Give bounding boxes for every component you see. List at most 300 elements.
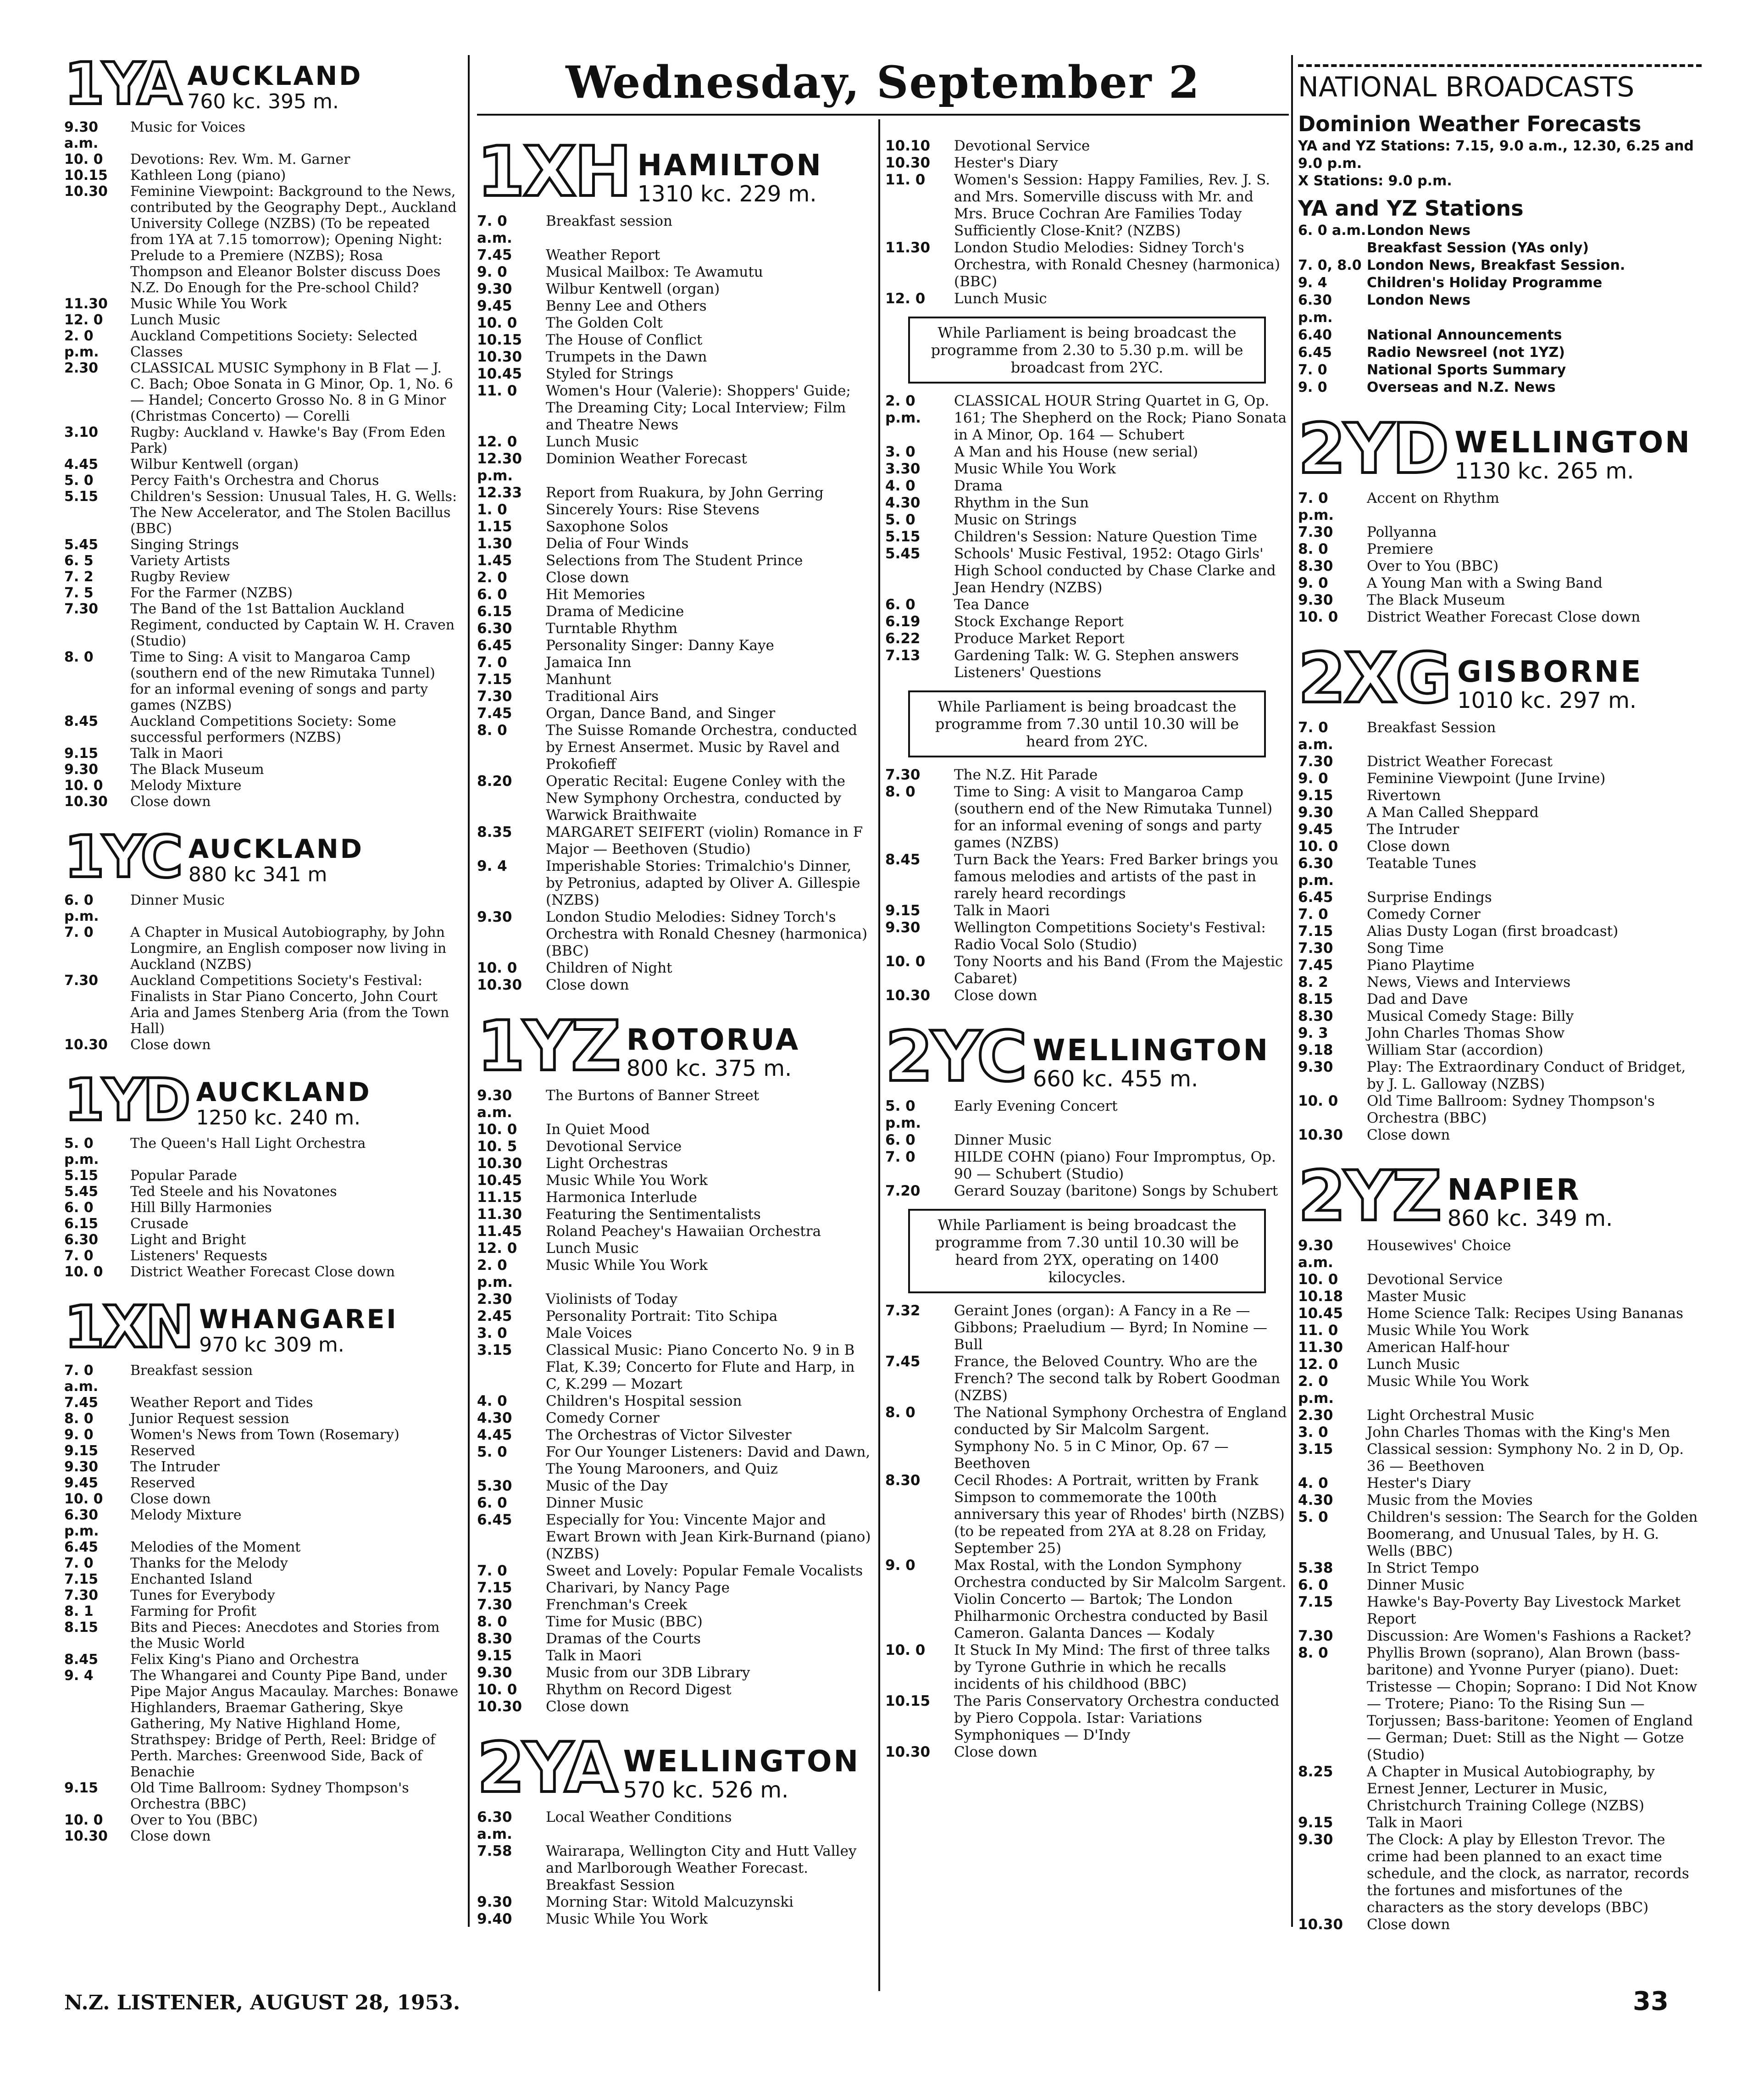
schedule-program: Singing Strings [130,537,239,553]
schedule-program: Cecil Rhodes: A Portrait, written by Frank Simpson to commemorate the 100th anniversary this year of Rhodes' birth (NZBS) (to be repeated from 2YA at 8.28 on Friday, September 25) [954,1472,1285,1557]
schedule-time: 8.45 [64,1652,99,1668]
schedule-program: MARGARET SEIFERT (violin) Romance in F Major — Beethoven (Studio) [546,824,863,857]
schedule-row [64,569,459,585]
schedule-time: 12.33 [477,484,522,501]
schedule-program: Jamaica Inn [546,654,632,671]
schedule-row [1298,1645,1702,1764]
schedule-time: 10. 0 [477,1681,517,1698]
schedule-time: 4.30 [477,1410,512,1426]
schedule-program: Musical Mailbox: Te Awamutu [546,264,763,280]
schedule-time: 7. 0 p.m. [1298,490,1334,523]
schedule-list [64,119,459,810]
schedule-program: Devotional Service [1367,1271,1503,1288]
schedule-program: Kathleen Long (piano) [130,167,286,184]
schedule-row [477,1121,871,1138]
schedule-row [64,762,459,778]
schedule-time: 12. 0 [1298,1356,1338,1373]
schedule-list [64,1135,459,1280]
schedule-program: The Clock: A play by Elleston Trevor. The crime had been planned to an exact time schedule, and the clock, as narrator, records the fortunes and misfortunes of the characters as the story develops (BBC) [1367,1831,1689,1916]
schedule-time: 4.45 [64,456,99,473]
schedule-time: 8.30 [1298,1008,1333,1024]
station-city: HAMILTON [637,149,823,183]
schedule-row [64,713,459,746]
schedule-program: The Burtons of Banner Street [546,1087,760,1104]
schedule-program: Music While You Work [546,1172,708,1189]
schedule-time: 2.30 [1298,1407,1333,1424]
schedule-program: Organ, Dance Band, and Singer [546,705,776,722]
schedule-row [1298,222,1702,239]
schedule-row [885,851,1289,902]
schedule-time: 8.45 [64,713,99,729]
schedule-time: 8.15 [1298,991,1333,1007]
schedule-row [1298,541,1702,558]
schedule-program: Master Music [1367,1288,1466,1305]
schedule-time: 5.30 [477,1478,512,1494]
schedule-program: Light Orchestras [546,1155,668,1172]
schedule-row [64,924,459,973]
schedule-row [477,671,871,688]
schedule-list [885,138,1289,307]
schedule-program: London Studio Melodies: Sidney Torch's Orchestra with Ronald Chesney (harmonica) (BBC) [546,909,868,959]
schedule-row [885,393,1289,444]
schedule-program: The Suisse Romande Orchestra, conducted by Ernest Ansermet. Music by Ravel and Prokofieff [546,722,857,773]
schedule-time: 11. 0 [1298,1322,1338,1339]
schedule-time: 8. 0 [477,722,507,739]
schedule-time: 7.30 [64,601,99,617]
schedule-time: 9.30 a.m. [477,1087,512,1121]
schedule-program: A Man and his House (new serial) [954,444,1198,460]
schedule-row [1298,1424,1702,1441]
schedule-row [885,138,1289,155]
schedule-time: 6.15 [64,1216,99,1232]
schedule-time: 9.15 [477,1647,512,1664]
schedule-time: 10. 0 [1298,1093,1338,1109]
schedule-time: 8.25 [1298,1764,1333,1780]
schedule-time: 7.45 [64,1395,99,1411]
schedule-time: 9.30 a.m. [1298,1237,1333,1271]
column-1 [64,50,459,1844]
schedule-program: District Weather Forecast Close down [1367,609,1641,625]
schedule-time: 7.30 [1298,1628,1333,1644]
schedule-row [1298,804,1702,821]
station-city: AUCKLAND [196,1077,372,1107]
schedule-program: Pollyanna [1367,524,1437,540]
schedule-program: Traditional Airs [546,688,659,705]
schedule-program: Dinner Music [546,1495,643,1511]
schedule-time: 10. 5 [477,1138,517,1155]
schedule-row [64,1619,459,1652]
schedule-row [477,247,871,264]
schedule-row [1298,575,1702,592]
schedule-time: 10. 0 [477,960,517,976]
schedule-row [1298,1492,1702,1509]
schedule-program: Close down [546,1698,629,1715]
schedule-program: Breakfast session [546,213,673,229]
schedule-program: Close down [1367,1916,1450,1933]
schedule-time: 3. 0 [885,444,915,460]
schedule-program: Close down [130,1037,211,1053]
schedule-program: Felix King's Piano and Orchestra [130,1652,360,1668]
schedule-time: 12.30 p.m. [477,451,522,484]
callsign: 2YA [477,1728,616,1808]
station-1yd [64,1066,459,1134]
schedule-row [477,501,871,518]
schedule-program: Gerard Souzay (baritone) Songs by Schubert [954,1183,1278,1199]
schedule-program: Breakfast Session (YAs only) [1367,240,1589,256]
schedule-program: The Paris Conservatory Orchestra conducted by Piero Coppola. Istar: Variations Symphoniques — D'Indy [954,1693,1280,1743]
schedule-row [64,553,459,569]
station-city: AUCKLAND [188,834,364,864]
schedule-time: 8. 1 [64,1603,94,1619]
schedule-program: Premiere [1367,541,1433,557]
schedule-time: 3.30 [885,461,921,477]
schedule-row [477,1155,871,1172]
schedule-row [64,489,459,537]
schedule-row [64,1459,459,1475]
schedule-time: 3.15 [477,1342,512,1358]
station-2yc [885,1017,1289,1097]
schedule-row [1298,1059,1702,1093]
schedule-row [64,1037,459,1053]
schedule-program: Women's Hour (Valerie): Shoppers' Guide; The Dreaming City; Local Interview; Film and Theatre News [546,383,851,433]
schedule-program: Teatable Tunes [1367,855,1476,872]
column-4 [1298,55,1702,1933]
station-frequency: 660 kc. 455 m. [1032,1066,1198,1092]
schedule-time: 10.18 [1298,1288,1343,1305]
schedule-time: 10. 0 [64,778,103,794]
schedule-time: 9. 0 [477,264,507,280]
schedule-time: 8. 0 [885,784,915,800]
schedule-time: 4.30 [885,495,921,511]
schedule-row [1298,1305,1702,1322]
schedule-row [885,155,1289,172]
schedule-time: 5. 0 [885,512,915,528]
schedule-row [1298,609,1702,626]
schedule-program: The Orchestras of Victor Silvester [546,1427,792,1443]
schedule-row [477,1138,871,1155]
schedule-row [64,1168,459,1184]
schedule-program: Auckland Competitions Society: Selected Classes [130,328,418,360]
schedule-time: 8. 0 [1298,541,1328,557]
schedule-program: Close down [130,794,211,810]
schedule-row [1298,257,1702,274]
schedule-row [477,1444,871,1478]
schedule-program: Devotional Service [954,138,1090,154]
schedule-row [477,1843,871,1894]
schedule-row [885,512,1289,529]
schedule-row [1298,292,1702,327]
schedule-time: 5. 0 p.m. [885,1098,921,1131]
schedule-row [477,1563,871,1580]
schedule-time: 6. 0 [477,586,507,603]
schedule-program: Ted Steele and his Novatones [130,1184,337,1200]
schedule-row [477,535,871,552]
schedule-program: The Band of the 1st Battalion Auckland Regiment, conducted by Captain W. H. Craven (Studio) [130,601,455,649]
schedule-time: 6.30 [64,1232,99,1248]
schedule-program: The Black Museum [1367,592,1505,608]
schedule-row [1298,889,1702,906]
schedule-row [885,1149,1289,1183]
schedule-time: 7.20 [885,1183,921,1199]
schedule-program: It Stuck In My Mind: The first of three talks by Tyrone Guthrie in which he recalls incidents of his childhood (BBC) [954,1642,1270,1692]
schedule-program: Time for Music (BBC) [546,1614,703,1630]
schedule-time: 7. 0 [885,1149,915,1165]
schedule-time: 6. 0 [477,1495,507,1511]
title-divider [477,114,1289,116]
schedule-program: Children's Session: Unusual Tales, H. G. Wells: The New Accelerator, and The Stolen Bacillus (BBC) [130,489,457,537]
schedule-row [885,953,1289,987]
schedule-program: Thanks for the Melody [130,1555,288,1571]
schedule-row [64,1555,459,1571]
schedule-program: Talk in Maori [1367,1814,1463,1831]
schedule-program: District Weather Forecast Close down [130,1264,395,1280]
station-frequency: 570 kc. 526 m. [623,1777,789,1803]
schedule-time: 7. 0 a.m. [64,1363,99,1395]
schedule-program: Delia of Four Winds [546,535,689,552]
schedule-row [477,1087,871,1121]
station-frequency: 860 kc. 349 m. [1447,1206,1613,1231]
schedule-time: 12. 0 [477,434,517,450]
schedule-program: Trumpets in the Dawn [546,349,707,365]
schedule-program: Talk in Maori [130,746,223,762]
schedule-row [885,767,1289,784]
schedule-row [885,1642,1289,1693]
schedule-row [477,1809,871,1843]
schedule-program: A Man Called Sheppard [1367,804,1539,821]
schedule-row [64,1507,459,1539]
column-rule [468,55,470,1927]
schedule-program: London News [1367,223,1470,239]
schedule-row [1298,1560,1702,1577]
schedule-time: 10. 0 [1298,838,1338,855]
schedule-row [885,1404,1289,1472]
schedule-row [885,290,1289,307]
schedule-row [64,1539,459,1555]
schedule-time: 8.35 [477,824,512,840]
schedule-row [1298,558,1702,575]
schedule-row [1298,1025,1702,1042]
schedule-row [64,360,459,424]
schedule-program: Popular Parade [130,1168,237,1184]
schedule-time: 10.30 [64,1828,108,1844]
station-1yc [64,823,459,890]
schedule-row [885,647,1289,681]
schedule-program: Song Time [1367,940,1444,957]
schedule-time: 8.30 [1298,558,1333,574]
schedule-program: Devotions: Rev. Wm. M. Garner [130,151,350,167]
station-2yd [1298,409,1702,489]
schedule-time: 5.45 [64,537,99,553]
schedule-time: 3. 0 [1298,1424,1328,1441]
schedule-program: London News, Breakfast Session. [1367,257,1625,273]
schedule-program: Listeners' Requests [130,1248,267,1264]
schedule-time: 9.30 [64,1459,99,1475]
station-1xn [64,1293,459,1361]
schedule-time: 8.15 [64,1619,99,1636]
schedule-row [885,919,1289,953]
schedule-program: Lunch Music [1367,1356,1460,1373]
schedule-time: 9. 4 [477,858,507,874]
schedule-time: 7.30 [64,1587,99,1603]
station-frequency: 970 kc 309 m. [199,1333,344,1357]
schedule-row [64,1363,459,1395]
schedule-time: 7. 0 a.m. [477,213,512,246]
schedule-program: HILDE COHN (piano) Four Impromptus, Op. 90 — Schubert (Studio) [954,1149,1276,1182]
schedule-row [64,1812,459,1828]
schedule-time: 9.15 [885,902,921,919]
schedule-program: District Weather Forecast [1367,753,1553,770]
schedule-program: Frenchman's Creek [546,1597,688,1613]
schedule-row [885,596,1289,613]
schedule-time: 10.15 [885,1693,931,1709]
schedule-program: Music While You Work [1367,1373,1529,1390]
schedule-row [477,1580,871,1597]
schedule-row [477,960,871,977]
schedule-row [477,298,871,315]
schedule-program: Tony Noorts and his Band (From the Majestic Cabaret) [954,953,1283,987]
schedule-row [885,545,1289,596]
station-city: GISBORNE [1457,655,1643,689]
schedule-row [477,281,871,298]
schedule-row [885,444,1289,461]
schedule-time: 7.15 [64,1571,99,1587]
parliament-notice: While Parliament is being broadcast the programme from 7.30 until 10.30 will be heard from 2YC. [908,690,1266,757]
schedule-time: 7. 0 [477,1563,507,1579]
schedule-program: Reserved [130,1475,195,1491]
schedule-time: 7.30 [885,767,921,783]
schedule-program: Music While You Work [546,1257,708,1274]
schedule-time: 7.45 [477,247,512,263]
schedule-time: 2. 0 p.m. [885,393,921,426]
schedule-time: 9. 0 [64,1427,94,1443]
schedule-row [477,909,871,960]
schedule-program: Time to Sing: A visit to Mangaroa Camp (southern end of the New Rimutaka Tunnel) for an informal evening of songs and party games (NZBS) [954,784,1273,851]
schedule-row [64,1264,459,1280]
schedule-time: 6.45 [477,637,512,654]
schedule-program: London News [1367,292,1470,308]
schedule-program: Devotional Service [546,1138,682,1155]
schedule-program: Wilbur Kentwell (organ) [546,281,720,297]
schedule-program: Max Rostal, with the London Symphony Orchestra conducted by Sir Malcolm Sargent. Violin Concerto — Bartok; The London Philharmonic Orchestra conducted by Basil Cameron. Galanta Dances — Kodaly [954,1557,1287,1641]
schedule-row [885,902,1289,919]
schedule-row [64,1427,459,1443]
schedule-program: Violinists of Today [546,1291,678,1308]
schedule-list [64,1363,459,1844]
schedule-program: Dinner Music [1367,1577,1464,1593]
schedule-row [885,784,1289,851]
schedule-program: The Whangarei and County Pipe Band, under Pipe Major Angus Macaulay. Marches: Bonawe Highlanders, Braemar Gathering, Skye Gathering, My Native Highland Home, Strathspey: Bridge of Perth, Reel: Bridge of Perth. Marches: Greenwood Side, Back of Benachie [130,1668,459,1780]
schedule-time: 10. 0 [64,1491,103,1507]
schedule-time: 8.30 [477,1630,512,1647]
schedule-row [1298,1356,1702,1373]
schedule-time: 6.45 [1298,345,1332,361]
schedule-time: 10.30 [64,794,108,810]
schedule-program: Benny Lee and Others [546,298,707,314]
schedule-time: 1. 0 [477,501,507,518]
schedule-row [1298,1577,1702,1594]
station-2xg [1298,639,1702,718]
schedule-time: 5. 0 [1298,1509,1328,1525]
schedule-time: 10.30 [64,1037,108,1053]
schedule-row [1298,1093,1702,1127]
schedule-row [1298,770,1702,787]
schedule-program: Report from Ruakura, by John Gerring [546,484,824,501]
schedule-row [477,213,871,247]
schedule-row [64,601,459,649]
schedule-time: 6.30 p.m. [1298,292,1333,326]
schedule-program: The Intruder [130,1459,220,1475]
schedule-row [1298,1271,1702,1288]
schedule-row [1298,719,1702,753]
schedule-program: National Announcements [1367,327,1562,343]
schedule-time: 10. 0 [885,953,926,970]
schedule-time: 9.30 [885,919,921,936]
station-frequency: 880 kc 341 m [188,863,327,886]
schedule-row [885,1557,1289,1642]
schedule-row [64,1652,459,1668]
schedule-time: 11.15 [477,1189,522,1206]
schedule-row [477,315,871,332]
schedule-time: 5.15 [885,529,921,545]
schedule-list [1298,1237,1702,1933]
schedule-program: A Young Man with a Swing Band [1367,575,1603,591]
schedule-row [64,296,459,312]
schedule-program: Rivertown [1367,787,1441,804]
schedule-time: 9.30 [477,281,512,297]
schedule-time: 7. 5 [64,585,94,601]
schedule-row [477,1647,871,1664]
weather-line: X Stations: 9.0 p.m. [1298,173,1452,189]
schedule-row [477,1614,871,1630]
schedule-row [477,1664,871,1681]
schedule-row [477,552,871,569]
schedule-program: The Queen's Hall Light Orchestra [130,1135,366,1152]
schedule-row [477,1512,871,1563]
schedule-row [477,705,871,722]
schedule-program: Children's Hospital session [546,1393,742,1409]
schedule-program: Comedy Corner [1367,906,1481,923]
schedule-row [64,1232,459,1248]
schedule-program: Personality Singer: Danny Kaye [546,637,774,654]
schedule-program: Music from our 3DB Library [546,1664,750,1681]
schedule-program: Lunch Music [954,290,1047,307]
schedule-program: Hester's Diary [1367,1475,1471,1491]
schedule-time: 6.22 [885,630,921,647]
schedule-time: 2. 0 p.m. [1298,1373,1334,1407]
schedule-time: 4. 0 [477,1393,507,1409]
schedule-row [1298,379,1702,396]
schedule-time: 6. 0 a.m. [1298,223,1366,239]
schedule-time: 4.45 [477,1427,512,1443]
schedule-program: Radio Newsreel (not 1YZ) [1367,345,1565,361]
schedule-program: Operatic Recital: Eugene Conley with the New Symphony Orchestra, conducted by Warwick Braithwaite [546,773,846,823]
schedule-time: 10. 0 [64,151,103,167]
schedule-time: 7.45 [1298,957,1333,974]
schedule-time: 9.18 [1298,1042,1333,1058]
schedule-time: 6. 0 [1298,1577,1328,1593]
schedule-row [477,1240,871,1257]
schedule-row [1298,923,1702,940]
schedule-row [64,973,459,1037]
schedule-row [1298,855,1702,889]
schedule-time: 7.30 [64,973,99,989]
schedule-program: Rhythm in the Sun [954,495,1089,511]
schedule-time: 9.15 [1298,1814,1333,1831]
schedule-time: 10. 0 [477,1121,517,1138]
schedule-time: 8.20 [477,773,512,790]
schedule-program: Hit Memories [546,586,645,603]
schedule-time: 7. 0 [477,654,507,671]
